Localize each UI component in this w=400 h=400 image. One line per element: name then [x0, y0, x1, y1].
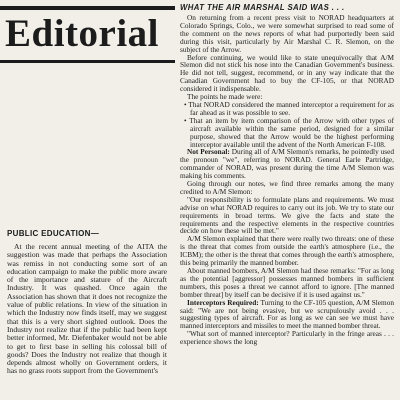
paragraph: About manned bombers, A/M Slemon had these remarks: "For as long as the potential [aggressor] possesses manned bombers in sufficient numbers, this poses a threat we cannot afford to ignore. [The manned bomber threat] by itself can be decisive if it is used against us." [180, 266, 394, 299]
paragraph [180, 299, 394, 331]
subhead-interceptors-required: Interceptors Required: [187, 297, 259, 307]
paragraph: Going through our notes, we find three remarks among the many credited to A/M Slemon: [180, 179, 394, 196]
public-education-text: At the recent annual meeting of the AITA the suggestion was made that perhaps the Association was remiss in not conducting some sort of an education campaign to make the public more aware of the importance and stature of the Aircraft Industry. It was quashed. Once again the Association has shown that it does not recognize the value of public relations. In view of the situation in which the Industry now finds itself, may we suggest that this is a very short sighted outlook. Does the Industry not realize that if the public had been kept better informed, Mr. Diefenbaker would not be able to get to first base in selling his colossal bill of goods? Does the Industry not realize that though it depends almost wholly on Government orders, it has no grass roots support from the Government's [7, 242, 167, 376]
public-education-heading: PUBLIC EDUCATION— [7, 229, 100, 238]
left-column [7, 229, 167, 376]
masthead-title: Editorial [5, 12, 160, 55]
paragraph-text: During all of A/M Slemon's remarks, he pointedly used the pronoun "we", referring to NORAD. General Earle Partridge, commander of NORAD, was present during the time A/M Slemon was making his comments. [180, 147, 394, 181]
masthead-bottom-rule [0, 60, 175, 63]
air-marshal-heading: WHAT THE AIR MARSHAL SAID WAS . . . [180, 3, 345, 12]
paragraph: A/M Slemon explained that there were really two threats: one of these is the threat that comes from outside the earth's atmosphere (i.e., the ICBM); the other is the threat that comes through the earth's atmosphere, this being primarily the manned bomber. [180, 234, 394, 268]
paragraph [180, 148, 394, 180]
bullet-point: • That an item by item comparison of the Arrow with other types of aircraft available within the same period, designed for a similar purpose, showed that the Arrow would be the highest performing interceptor available until the advent of the North American F-108. [184, 115, 394, 149]
paragraph: "What sort of manned interceptor? Particularly in the fringe areas . . . experience shows the long [180, 329, 394, 347]
bullet-point: • That NORAD considered the manned interceptor a requirement for as far ahead as it was possible to see. [184, 99, 394, 117]
masthead-top-rule [0, 6, 175, 10]
paragraph: On returning from a recent press visit to NORAD headquarters at Colorado Springs, Colo., we were somewhat surprised to read some of the comment on the news reports of what had purportedly been said during this visit, particularly by Air Marshal C. R. Slemon, on the subject of the Arrow. [180, 13, 394, 54]
subhead-not-personal: Not Personal: [187, 147, 230, 157]
paragraph: The points he made were: [187, 92, 263, 102]
paragraph: "Our responsibility is to formulate plans and requirements. We must advise on what NORAD requires to carry out its job. We try to state our requirements in broad terms. We give the facts and state the requirements and the respective elements in the respective countries decide on how these will be met." [180, 194, 394, 236]
paragraph: Before continuing, we would like to state unequivocally that A/M Slemon did not stick his nose into the Canadian Government's business. He did not tell, suggest, recommend, or in any way indicate that the Canadian Government had to buy the CF-105, or that NORAD considered it indispensable. [180, 52, 394, 94]
paragraph-text: Turning to the CF-105 question, A/M Slemon said: "We are not being evasive, but we scrupulously avoid . . . suggesting types of aircraft. For as long as we can see we must have manned interceptors and missiles to meet the manned bomber threat. [180, 297, 394, 331]
right-column [180, 3, 394, 400]
